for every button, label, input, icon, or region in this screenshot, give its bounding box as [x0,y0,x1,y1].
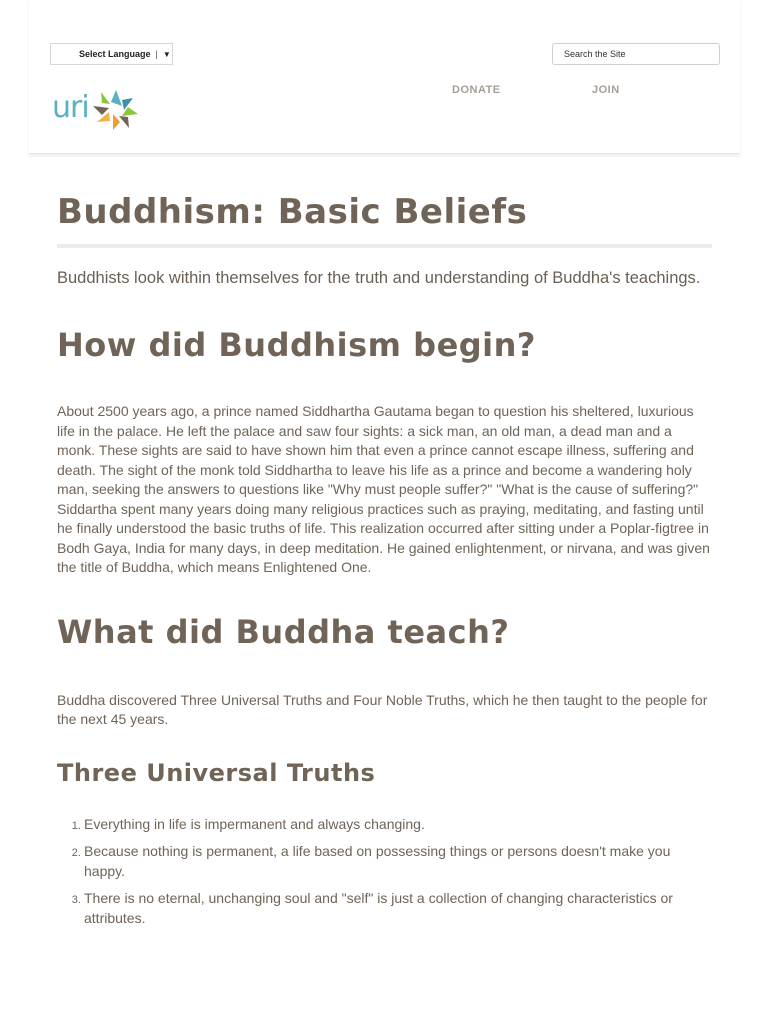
star-logo-icon [91,88,141,132]
search-placeholder: Search the Site [564,49,626,59]
nav-join-link[interactable]: JOIN [592,84,620,96]
list-item: 3. There is no eternal, unchanging soul and "self" is just a collection of changing characteristics or attributes. [84,888,712,928]
language-select-separator: | [155,49,158,59]
heading-what-teach: What did Buddha teach? [57,612,510,651]
paragraph-what-teach: Buddha discovered Three Universal Truths and Four Noble Truths, which he then taught to the people for the next 45 years. [57,691,708,727]
search-input[interactable] [552,43,720,65]
universal-truths-list [57,814,712,928]
heading-universal-truths: Three Universal Truths [57,758,376,787]
site-header [29,0,740,154]
intro-text: Buddhists look within themselves for the truth and understanding of Buddha's teachings. [57,269,701,287]
language-select[interactable] [50,43,173,65]
article [57,190,712,935]
chevron-down-icon: ▼ [162,49,171,59]
uri-logo[interactable] [52,88,144,132]
language-select-label: Select Language [79,49,151,59]
title-divider [57,244,712,248]
logo-text: uri [52,90,89,125]
paragraph-how-began: About 2500 years ago, a prince named Siddhartha Gautama began to question his sheltered, luxurious life in the palace. He left the palace and saw four sights: a sick man, an old man, a dead man and a monk. These sights are said to have shown him that even a prince cannot escape illness, suffering and death. The sight of the monk told Siddhartha to leave his life as a prince and become a wandering holy man, seeking the answers to questions like "Why must people suffer?" "What is the cause of suffering?" Siddartha spent many years doing many religious practices such as praying, meditating, and fasting until he finally understood the basic truths of life. This realization occurred after sitting under a Poplar-figtree in Bodh Gaya, India for many days, in deep meditation. He gained enlightenment, or nirvana, and was given the title of Buddha, which means Enlightened One. [57,403,710,575]
page-title: Buddhism: Basic Beliefs [57,192,528,232]
list-item: 1. Everything in life is impermanent and always changing. [84,814,712,834]
heading-how-began: How did Buddhism begin? [57,326,536,364]
list-item: 2. Because nothing is permanent, a life based on possessing things or persons doesn't make you happy. [84,841,712,881]
nav-donate-link[interactable]: DONATE [452,84,501,96]
